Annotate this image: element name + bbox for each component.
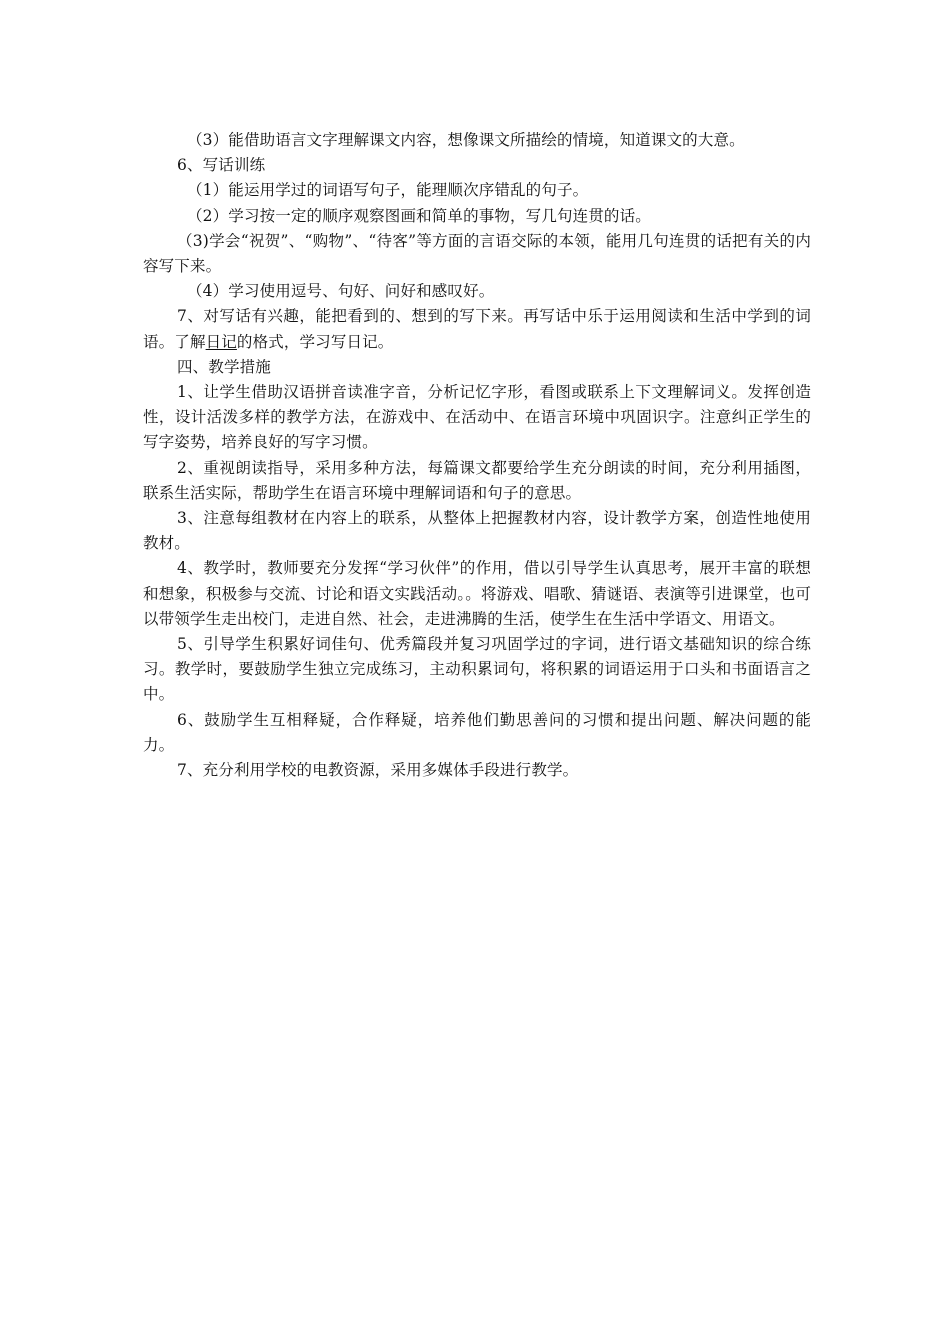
- paragraph-text: 的格式，学习写日记。: [236, 332, 394, 351]
- list-item: （3)学会“祝贺”、“购物”、“待客”等方面的言语交际的本领，能用几句连贯的话把有关的内容写下来。: [143, 231, 811, 276]
- measure-item: 3、注意每组教材在内容上的联系，从整体上把握教材内容，设计教学方案，创造性地使用教材。: [143, 509, 811, 553]
- measure-item: 1、让学生借助汉语拼音读准字音，分析记忆字形，看图或联系上下文理解词义。发挥创造性，设计活泼多样的教学方法，在游戏中、在活动中、在语言环境中巩固识字。注意纠正学生的写字姿势，培养良好的写字习惯。: [143, 383, 811, 452]
- paragraph-text: 7、对写话有兴趣，能把看到的、想到的写下来。再写话中乐于运用阅读和生活中学到的词语。了解: [143, 307, 811, 351]
- measure-item: 2、重视朗读指导，采用多种方法，每篇课文都要给学生充分朗读的时间，充分利用插图，联系生活实际，帮助学生在语言环境中理解词语和句子的意思。: [143, 458, 811, 502]
- paragraph: （3）能借助语言文字理解课文内容，想像课文所描绘的情境，知道课文的大意。: [187, 131, 745, 149]
- list-item: （2）学习按一定的顺序观察图画和简单的事物，写几句连贯的话。: [187, 206, 651, 225]
- measure-item: 4、教学时，教师要充分发挥“学习伙伴”的作用，借以引导学生认真思考，展开丰富的联想和想象，积极参与交流、讨论和语文实践活动。。将游戏、唱歌、猜谜语、表演等引进课堂，也可以带领学生走出校门，走进自然、社会，走进沸腾的生活，使学生在生活中学语文、用语文。: [143, 559, 811, 628]
- paragraph: [143, 304, 811, 354]
- list-item: （1）能运用学过的词语写句子，能理顺次序错乱的句子。: [187, 181, 589, 200]
- diary-link[interactable]: 日记: [205, 332, 237, 351]
- measure-item: 7、充分利用学校的电教资源，采用多媒体手段进行教学。: [177, 761, 579, 780]
- list-item: （4）学习使用逗号、句好、问好和感叹好。: [187, 282, 495, 301]
- section-heading: 6、写话训练: [177, 156, 266, 175]
- section-heading: 四、教学措施: [177, 357, 271, 376]
- measure-item: 5、引导学生积累好词佳句、优秀篇段并复习巩固学过的字词，进行语文基础知识的综合练习。教学时，要鼓励学生独立完成练习，主动积累词句，将积累的词语运用于口头和书面语言之中。: [143, 635, 811, 704]
- document-body: [143, 128, 811, 783]
- measure-item: 6、鼓励学生互相释疑，合作释疑，培养他们勤思善问的习惯和提出问题、解决问题的能力。: [143, 710, 811, 754]
